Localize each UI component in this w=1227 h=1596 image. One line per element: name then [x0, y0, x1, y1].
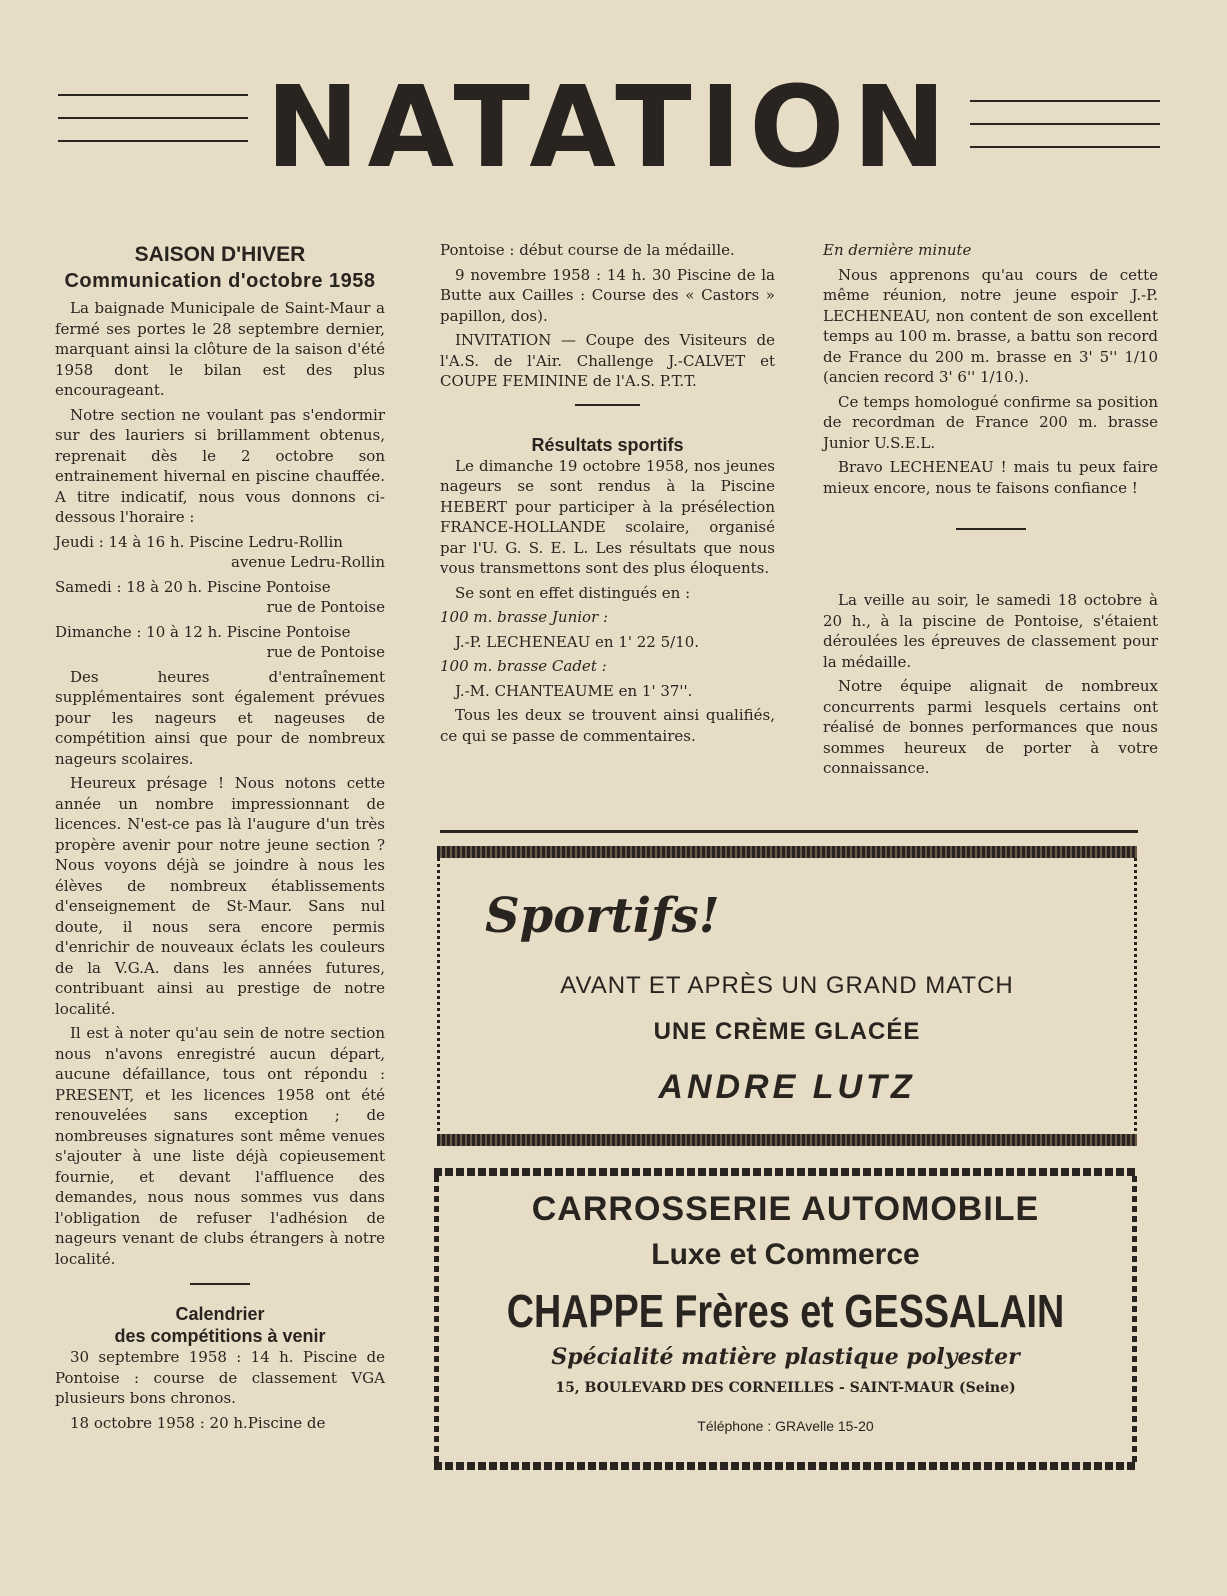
column-3 — [823, 240, 1158, 783]
calendar-entry: INVITATION — Coupe des Visiteurs de l'A.S. de l'Air. Challenge J.-CALVET et COUPE FEMININE de l'A.S. P.T.T. — [440, 331, 775, 390]
ad-line: UNE CRÈME GLACÉE — [653, 1018, 921, 1045]
ad-line: AVANT ET APRÈS UN GRAND MATCH — [560, 972, 1014, 999]
result-line: J.-P. LECHENEAU en 1' 22 5/10. — [455, 632, 700, 651]
ad-line: Luxe et Commerce — [651, 1238, 920, 1271]
ad-border-bottom — [437, 1134, 1137, 1146]
ad-line: CARROSSERIE AUTOMOBILE — [531, 1190, 1040, 1228]
ad-carrosserie — [434, 1168, 1137, 1470]
ad-specialty: Spécialité matière plastique polyester — [551, 1344, 1020, 1370]
results-title: Résultats sportifs — [531, 434, 684, 455]
ad-company: CHAPPE Frères et GESSALAIN — [506, 1285, 1065, 1337]
separator — [190, 1283, 250, 1285]
section-title: SAISON D'HIVER — [134, 243, 306, 266]
ad-border-top — [434, 1168, 1137, 1176]
section-subtitle: Communication d'octobre 1958 — [64, 270, 376, 292]
paragraph: Bravo LECHENEAU ! mais tu peux faire mieux encore, nous te faisons confiance ! — [823, 458, 1158, 497]
paragraph: La veille au soir, le samedi 18 octobre à 20 h., à la piscine de Pontoise, s'étaient déroulées les épreuves de classement pour la médaille. — [823, 591, 1158, 671]
calendar-subtitle: des compétitions à venir — [114, 1326, 326, 1346]
ad-headline: Sportifs! — [485, 888, 720, 944]
result-category: 100 m. brasse Cadet : — [440, 657, 607, 675]
calendar-entry: 30 septembre 1958 : 14 h. Piscine de Pontoise : course de classement VGA plusieurs bons chronos. — [55, 1348, 385, 1407]
paragraph: Heureux présage ! Nous notons cette année un nombre impressionnant de licences. N'est-ce pas là l'augure d'un très propère avenir pour notre jeune section ? Nous voyons déjà se joindre à nous les élèves de nombreux établissements d'enseignement de St-Maur. Sans nul doute, il nous sera encore permis d'enrichir de nouveaux éclats les couleurs de la V.G.A. dans les années futures, contribuant ainsi au prestige de notre localité. — [55, 774, 385, 1018]
calendar-entry: 18 octobre 1958 : 20 h.Piscine de — [70, 1413, 326, 1432]
paragraph: Le dimanche 19 octobre 1958, nos jeunes nageurs se sont rendus à la Piscine HEBERT pour participer à la présélection FRANCE-HOLLANDE scolaire, organisé par l'U. G. S. E. L. Les résultats que nous vous transmettons sont des plus éloquents. — [440, 456, 775, 577]
calendar-entry: 9 novembre 1958 : 14 h. 30 Piscine de la Butte aux Cailles : Course des « Castors » papillon, dos). — [440, 265, 775, 325]
masthead-rule-right — [970, 100, 1160, 169]
calendar-title: Calendrier — [175, 1304, 265, 1324]
ad-brand: ANDRE LUTZ — [658, 1068, 916, 1106]
column-2 — [440, 240, 775, 750]
result-category: 100 m. brasse Junior : — [440, 608, 609, 626]
schedule-line: Samedi : 18 à 20 h. Piscine Pontoise — [55, 577, 331, 596]
separator — [575, 404, 640, 406]
paragraph: Il est à noter qu'au sein de notre section nous n'avons enregistré aucun départ, aucune défaillance, tous ont répondu : PRESENT, et les licences 1958 ont été renouvelées sans exception ; de nombreuses signatures sont même venues s'ajouter à une liste déjà copieusement fournie, et devant l'affluence des demandes, nous nous sommes vus dans l'obligation de refuser l'adhésion de nageurs venant de clubs étrangers à notre localité. — [55, 1024, 385, 1268]
column-1 — [55, 242, 385, 1437]
separator — [956, 528, 1026, 530]
masthead-title: NATATION — [265, 63, 955, 193]
schedule-line: rue de Pontoise — [266, 598, 385, 616]
paragraph: Ce temps homologué confirme sa position de recordman de France 200 m. brasse Junior U.S.E.L. — [823, 392, 1158, 452]
paragraph: Notre équipe alignait de nombreux concurrents parmi lesquels certains ont réalisé de bonnes performances que nous sommes heureux de porter à votre connaissance. — [823, 677, 1158, 777]
ad-phone: Téléphone : GRAvelle 15-20 — [697, 1418, 874, 1434]
ad-divider — [440, 830, 1138, 833]
calendar-entry: Pontoise : début course de la médaille. — [440, 241, 735, 259]
ad-border-top — [437, 846, 1137, 858]
paragraph: Se sont en effet distingués en : — [455, 583, 691, 602]
paragraph: Tous les deux se trouvent ainsi qualifiés, ce qui se passe de commentaires. — [440, 706, 775, 745]
ad-border-bottom — [434, 1462, 1137, 1470]
paragraph: La baignade Municipale de Saint-Maur a fermé ses portes le 28 septembre dernier, marquant ainsi la clôture de la saison d'été 1958 dont le bilan est des plus encourageant. — [55, 299, 385, 399]
schedule-line: Jeudi : 14 à 16 h. Piscine Ledru-Rollin — [55, 532, 343, 551]
late-news-title: En dernière minute — [823, 241, 972, 259]
paragraph: Des heures d'entraînement supplémentaires sont également prévues pour les nageurs et nageuses de compétition ainsi que pour de nombreux nageurs scolaires. — [55, 667, 385, 768]
paragraph: Notre section ne voulant pas s'endormir sur des lauriers si brillamment obtenus, reprenait dès le 2 octobre son entrainement hivernal en piscine chauffée. A titre indicatif, nous vous donnons ci-dessous l'horaire : — [55, 405, 385, 526]
paragraph: Nous apprenons qu'au cours de cette même réunion, notre jeune espoir J.-P. LECHENEAU, non content de son excellent temps au 100 m. brasse, a battu son record de France du 200 m. brasse en 3' 5'' 1/10 (ancien record 3' 6'' 1/10.). — [823, 265, 1158, 386]
result-line: J.-M. CHANTEAUME en 1' 37''. — [455, 681, 693, 700]
ad-ice-cream — [437, 846, 1137, 1146]
schedule-line: Dimanche : 10 à 12 h. Piscine Pontoise — [55, 622, 351, 641]
masthead-rule-left — [58, 94, 248, 163]
ad-address: 15, BOULEVARD DES CORNEILLES - SAINT-MAUR (Seine) — [555, 1380, 1016, 1396]
schedule-line: rue de Pontoise — [266, 643, 385, 661]
schedule-line: avenue Ledru-Rollin — [231, 553, 385, 571]
